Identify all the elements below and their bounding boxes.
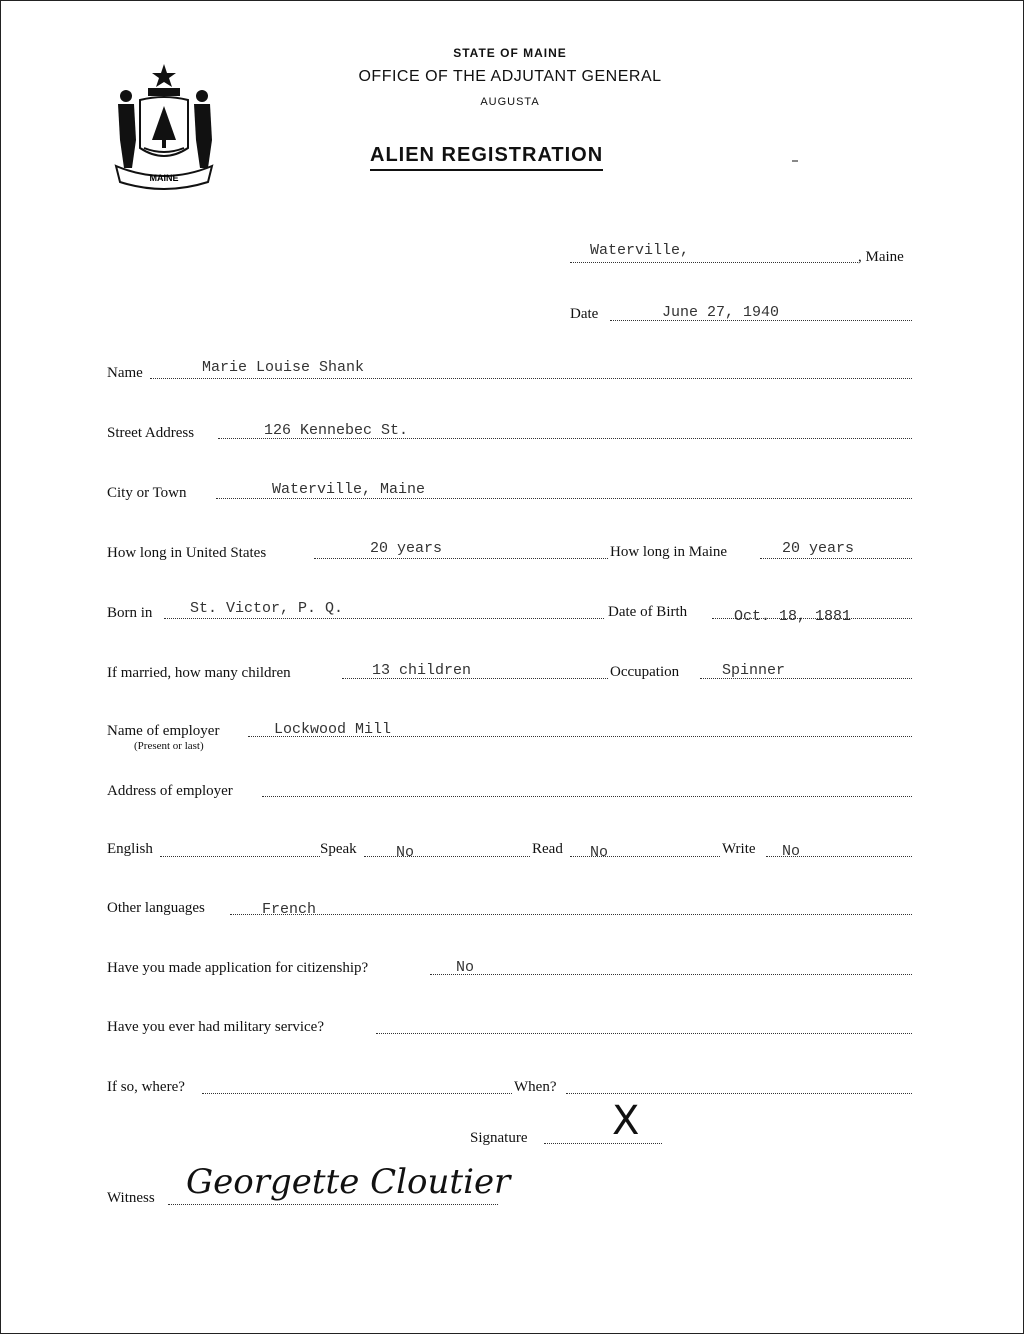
stray-mark [792,160,798,162]
children-value: 13 children [372,662,472,679]
witness-label: Witness [107,1190,155,1206]
citizenship-label: Have you made application for citizenship? [107,960,369,976]
employer-address-line [262,796,912,797]
when-label: When? [514,1079,557,1095]
us-duration-line [314,558,608,559]
maine-duration-line [760,558,912,559]
dob-label: Date of Birth [608,604,688,620]
date-value: June 27, 1940 [662,304,780,321]
born-label: Born in [107,605,153,621]
city-value: Waterville, Maine [272,481,426,498]
signature-mark: X [612,1098,640,1144]
signature-label: Signature [470,1130,528,1146]
state-heading: STATE OF MAINE [453,46,567,60]
employer-sublabel: (Present or last) [134,740,204,752]
city-line [216,498,912,499]
svg-text:MAINE: MAINE [149,173,179,183]
citizenship-value: No [456,959,475,976]
languages-value: French [262,901,317,918]
speak-label: Speak [320,841,357,857]
street-label: Street Address [107,425,195,441]
place-value: Waterville, [590,242,690,259]
place-line [570,262,858,263]
read-label: Read [532,841,563,857]
children-label: If married, how many children [107,665,291,681]
us-duration-label: How long in United States [107,545,267,561]
maine-state-seal-icon [108,60,220,190]
employer-address-label: Address of employer [107,783,233,799]
where-label: If so, where? [107,1079,185,1095]
languages-line [230,914,912,915]
signature-line [544,1143,662,1144]
occupation-value: Spinner [722,662,786,679]
witness-signature: Georgette Cloutier [186,1162,511,1202]
name-line [150,378,912,379]
where-line [202,1093,512,1094]
city-heading: AUGUSTA [480,96,540,108]
speak-value: No [396,844,415,861]
witness-line [168,1204,498,1205]
military-line [376,1033,912,1034]
military-label: Have you ever had military service? [107,1019,324,1035]
write-value: No [782,843,801,860]
maine-duration-label: How long in Maine [610,544,728,560]
name-value: Marie Louise Shank [202,359,365,376]
write-label: Write [722,841,756,857]
street-value: 126 Kennebec St. [264,422,409,439]
place-suffix: , Maine [858,249,904,265]
born-value: St. Victor, P. Q. [190,600,344,617]
city-label: City or Town [107,485,187,501]
dob-value: Oct. 18, 1881 [734,608,852,625]
read-value: No [590,844,609,861]
citizenship-line [430,974,912,975]
name-label: Name [107,365,143,381]
born-line [164,618,604,619]
employer-value: Lockwood Mill [274,721,392,738]
form-title: ALIEN REGISTRATION [370,144,603,171]
english-line [160,856,320,857]
employer-label: Name of employer [107,723,220,739]
date-label: Date [570,306,599,322]
occupation-label: Occupation [610,664,680,680]
english-label: English [107,841,153,857]
speak-line [364,856,530,857]
when-line [566,1093,912,1094]
maine-duration-value: 20 years [782,540,855,557]
languages-label: Other languages [107,900,205,916]
us-duration-value: 20 years [370,540,443,557]
office-heading: OFFICE OF THE ADJUTANT GENERAL [358,68,662,85]
